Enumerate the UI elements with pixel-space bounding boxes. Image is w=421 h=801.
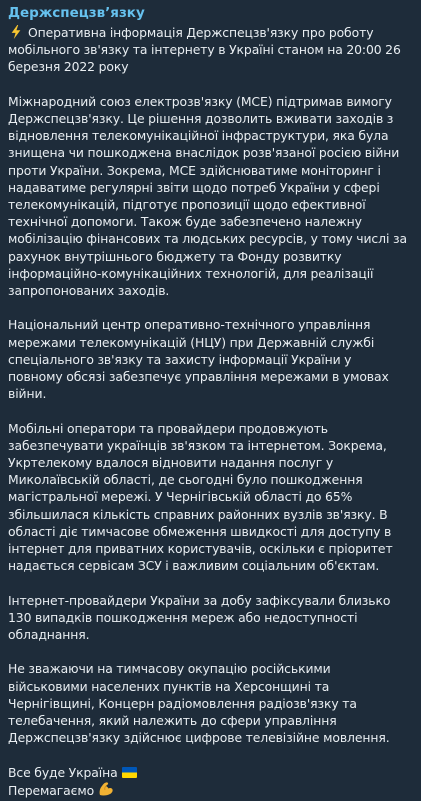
paragraph-broadcasting: Не зважаючи на тимчасову окупацію російськими військовими населених пунктів на Херсонщині та Чернігівщині, Концерн радіомовлення радіозв'язку та телебачення, який належить до сфери управління Держспецзв'язку здійснює цифрове телевізійне мовлення. xyxy=(8,661,390,746)
flexed-biceps-icon xyxy=(98,781,114,797)
paragraph-ncu: Національний центр оперативно-технічного управління мережами телекомунікацій (НЦУ) при Державній службі спеціального зв'язку та захисту інформації України у повному обсязі забезпечує управління мережами в умовах війни. xyxy=(8,317,389,402)
paragraph-itu: Міжнародний союз електрозв'язку (МСЕ) підтримав вимогу Держспецзв'язку. Це рішення дозволить вживати заходів з відновлення телекомунікаційної інфраструктури, яка була знищена чи пошкоджена внаслідок розв'язаної росією війни проти України. Зокрема, МСЕ здійснюватиме моніторинг і надаватиме регулярні звіти щодо потреб України у сфері телекомунікацій, підготує пропозиції щодо ефективної технічної допомоги. Також буде забезпечено належну мобілізацію фінансових та людських ресурсів, у тому числі за рахунок внутрішнього бюджету та Фонду розвитку інформаційно-комунікаційних технологій, для реалізації запропонованих заходів. xyxy=(8,93,407,299)
closing-text-2: Перемагаємо xyxy=(8,782,95,798)
headline-text: Оперативна інформація Держспецзв'язку про роботу мобільного зв'язку та інтернету в Україні станом на 20:00 26 березня 2022 року xyxy=(8,25,401,75)
high-voltage-icon xyxy=(10,25,22,39)
message-headline xyxy=(8,24,409,76)
channel-name[interactable]: Держспецзв’язку xyxy=(8,5,145,21)
message-text xyxy=(8,24,409,799)
closing-text-1: Все буде Україна xyxy=(8,764,118,780)
closing-line-1 xyxy=(8,764,409,781)
paragraph-providers: Інтернет-провайдери України за добу зафіксували близько 130 випадків пошкодження мереж або недоступності обладнання. xyxy=(8,592,391,643)
paragraph-operators: Мобільні оператори та провайдери продовжують забезпечувати українців зв'язком та інтернетом. Зокрема, Укртелекому вдалося відновити надання послуг у Миколаївській області, де сьогодні було пошкодження магістральної мережі. У Чернігівській області до 65% збільшилася кількість справних районних вузлів зв'язку. В області діє тимчасове обмеження швидкості для доступу в інтернет для приватних користувачів, оскільки є пріоритет надається сервісам ЗСУ і важливим соціальним об'єктам. xyxy=(8,420,393,574)
ukraine-flag-icon xyxy=(122,767,137,778)
closing-line-2 xyxy=(8,781,409,799)
